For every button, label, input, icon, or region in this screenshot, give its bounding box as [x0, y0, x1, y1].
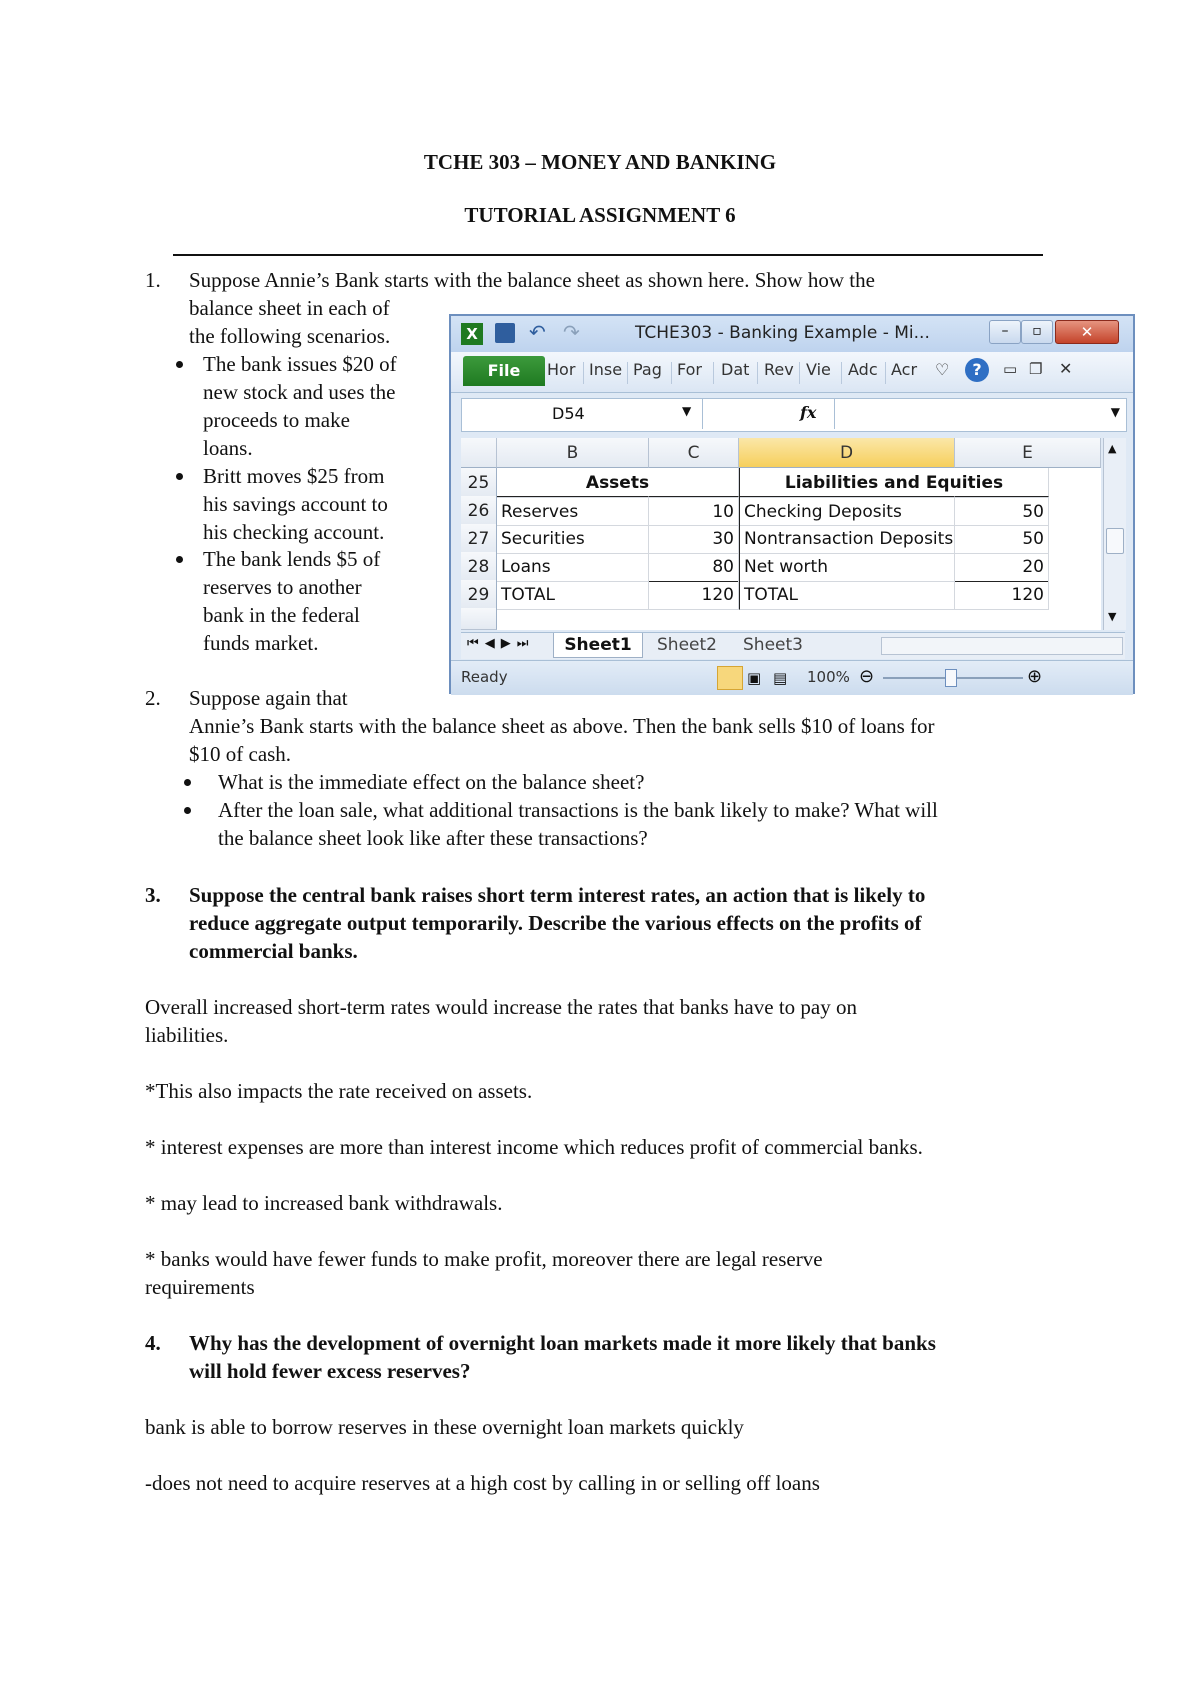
q1-bullet1-l3: proceeds to make: [203, 408, 350, 432]
help-icon[interactable]: ?: [965, 358, 989, 382]
q4-line1: Why has the development of overnight loan markets made it more likely that banks: [189, 1331, 936, 1355]
q3-answer1-l1: Overall increased short-term rates would increase the rates that banks have to pay on: [145, 995, 857, 1019]
status-text: Ready: [461, 668, 508, 686]
page-break-icon[interactable]: ▤: [773, 669, 788, 687]
cell-b28[interactable]: Loans: [497, 552, 649, 582]
bullet-icon: [176, 556, 183, 563]
zoom-in-icon[interactable]: ⊕: [1027, 666, 1043, 687]
q3-number: 3.: [145, 883, 161, 907]
q1-line2: balance sheet in each of: [189, 296, 390, 320]
q1-bullet1-l1: The bank issues $20 of: [203, 352, 397, 376]
cell-b27[interactable]: Securities: [497, 524, 649, 554]
cell-d27[interactable]: Nontransaction Deposits: [739, 524, 955, 554]
tab-sheet2[interactable]: Sheet2: [657, 635, 717, 655]
q1-bullet3-l3: bank in the federal: [203, 603, 360, 627]
q3-answer5-l2: requirements: [145, 1275, 255, 1299]
ribbon-bar: [451, 352, 1133, 393]
cell-c26[interactable]: 10: [649, 496, 739, 526]
q2-line3: $10 of cash.: [189, 742, 292, 766]
minimize-icon[interactable]: –: [989, 320, 1021, 344]
function-icon[interactable]: fx: [800, 403, 817, 422]
q3-answer1-l2: liabilities.: [145, 1023, 229, 1047]
tab-review[interactable]: Rev: [764, 360, 794, 379]
row-header[interactable]: 28: [461, 552, 497, 582]
q1-bullet3-l4: funds market.: [203, 631, 319, 655]
q3-answer4: * may lead to increased bank withdrawals.: [145, 1191, 503, 1215]
cell-d29[interactable]: TOTAL: [739, 580, 955, 610]
tab-data[interactable]: Dat: [721, 360, 750, 379]
q4-line2: will hold fewer excess reserves?: [189, 1359, 471, 1383]
excel-logo-icon: X: [461, 323, 483, 345]
q1-bullet3-l2: reserves to another: [203, 575, 362, 599]
cell-c27[interactable]: 30: [649, 524, 739, 554]
window-title: TCHE303 - Banking Example - Mi...: [635, 323, 930, 343]
restore-icon[interactable]: ❐: [1029, 360, 1043, 378]
cell-assets-header[interactable]: Assets: [497, 468, 739, 498]
row-header[interactable]: 29: [461, 580, 497, 610]
q3-answer5-l1: * banks would have fewer funds to make profit, moreover there are legal reserve: [145, 1247, 823, 1271]
tab-page-layout[interactable]: Pag: [633, 360, 662, 379]
zoom-level[interactable]: 100%: [807, 668, 850, 686]
cell-d28[interactable]: Net worth: [739, 552, 955, 582]
cell-e29[interactable]: 120: [955, 580, 1049, 610]
vertical-scrollbar[interactable]: [1103, 438, 1126, 630]
q1-bullet2-l3: his checking account.: [203, 520, 385, 544]
maximize-icon[interactable]: ▫: [1021, 320, 1053, 344]
horizontal-scrollbar[interactable]: [881, 637, 1123, 655]
tab-home[interactable]: Hor: [547, 360, 576, 379]
cell-c29[interactable]: 120: [649, 580, 739, 610]
q2-line1: Suppose again that: [189, 686, 348, 710]
undo-icon[interactable]: ↶: [529, 320, 546, 344]
scroll-up-icon[interactable]: ▲: [1108, 442, 1117, 455]
row-header[interactable]: 27: [461, 524, 497, 554]
q4-answer2: -does not need to acquire reserves at a high cost by calling in or selling off loans: [145, 1471, 820, 1495]
column-header-b[interactable]: B: [497, 438, 649, 468]
q3-line3: commercial banks.: [189, 939, 358, 963]
bullet-icon: [184, 779, 191, 786]
tab-formulas[interactable]: For: [677, 360, 702, 379]
cell-e26[interactable]: 50: [955, 496, 1049, 526]
redo-icon[interactable]: ↷: [563, 320, 580, 344]
formula-bar: [461, 398, 1127, 432]
row-header[interactable]: [461, 608, 497, 630]
bullet-icon: [184, 807, 191, 814]
q3-answer2: *This also impacts the rate received on assets.: [145, 1079, 533, 1103]
cell-b29[interactable]: TOTAL: [497, 580, 649, 610]
select-all-corner[interactable]: [461, 438, 497, 468]
q4-number: 4.: [145, 1331, 161, 1355]
close-icon[interactable]: ✕: [1055, 320, 1119, 344]
q1-bullet1-l4: loans.: [203, 436, 253, 460]
q1-bullet1-l2: new stock and uses the: [203, 380, 396, 404]
column-header-d[interactable]: D: [739, 438, 955, 468]
tab-sheet3[interactable]: Sheet3: [743, 635, 803, 655]
save-icon[interactable]: [495, 323, 515, 343]
scroll-down-icon[interactable]: ▼: [1108, 610, 1117, 623]
scroll-thumb[interactable]: [1106, 528, 1124, 554]
row-header[interactable]: 25: [461, 468, 497, 498]
bullet-icon: [176, 361, 183, 368]
cell-b26[interactable]: Reserves: [497, 496, 649, 526]
cell-e27[interactable]: 50: [955, 524, 1049, 554]
tab-view[interactable]: Vie: [806, 360, 831, 379]
tab-acrobat[interactable]: Acr: [891, 360, 918, 379]
tab-insert[interactable]: Inse: [589, 360, 623, 379]
course-title: TCHE 303 – MONEY AND BANKING: [423, 150, 777, 174]
excel-titlebar: [451, 316, 1133, 352]
normal-view-icon[interactable]: [717, 666, 743, 690]
q3-line2: reduce aggregate output temporarily. Describe the various effects on the profits of: [189, 911, 922, 935]
file-tab[interactable]: File: [463, 356, 545, 386]
cell-c28[interactable]: 80: [649, 552, 739, 582]
zoom-out-icon[interactable]: ⊖: [859, 666, 875, 687]
zoom-slider-thumb[interactable]: [945, 669, 957, 687]
tab-sheet1[interactable]: Sheet1: [553, 633, 643, 658]
assignment-title: TUTORIAL ASSIGNMENT 6: [464, 203, 736, 227]
q2-bullet1: What is the immediate effect on the balance sheet?: [218, 770, 645, 794]
name-box[interactable]: [462, 399, 703, 429]
sheet-tabs-bar: [461, 632, 1125, 659]
q3-answer3: * interest expenses are more than interest income which reduces profit of commercial banks.: [145, 1135, 923, 1159]
minimize-ribbon-icon[interactable]: ▭: [1003, 360, 1018, 378]
q1-line1: Suppose Annie’s Bank starts with the balance sheet as shown here. Show how the: [189, 268, 875, 292]
excel-window: [449, 314, 1135, 694]
q1-bullet3-l1: The bank lends $5 of: [203, 547, 381, 571]
q2-line2: Annie’s Bank starts with the balance sheet as above. Then the bank sells $10 of loans for: [189, 714, 935, 738]
cell-d26[interactable]: Checking Deposits: [739, 496, 955, 526]
q2-bullet2-l1: After the loan sale, what additional transactions is the bank likely to make? What will: [218, 798, 938, 822]
ribbon-collapse-icon[interactable]: ♡: [935, 360, 950, 379]
cell-liabilities-header[interactable]: Liabilities and Equities: [739, 468, 1049, 498]
page-layout-icon[interactable]: ▣: [747, 669, 762, 687]
q1-bullet2-l2: his savings account to: [203, 492, 388, 516]
column-header-c[interactable]: C: [649, 438, 739, 468]
title-divider: [173, 254, 1043, 256]
tab-addins[interactable]: Adc: [848, 360, 878, 379]
column-header-e[interactable]: E: [955, 438, 1101, 468]
q4-answer1: bank is able to borrow reserves in these overnight loan markets quickly: [145, 1415, 744, 1439]
q1-line3: the following scenarios.: [189, 324, 391, 348]
spreadsheet-grid: [461, 438, 1101, 630]
cell-e28[interactable]: 20: [955, 552, 1049, 582]
row-header[interactable]: 26: [461, 496, 497, 526]
sheet-nav-icon[interactable]: ⏮◀▶⏭: [467, 636, 535, 651]
q1-number: 1.: [145, 268, 161, 292]
close-workbook-icon[interactable]: ✕: [1059, 359, 1073, 378]
name-box-value: D54: [552, 404, 585, 423]
q2-number: 2.: [145, 686, 161, 710]
status-bar: [451, 660, 1133, 695]
q2-bullet2-l2: the balance sheet look like after these transactions?: [218, 826, 648, 850]
chevron-down-icon[interactable]: ▼: [682, 404, 692, 418]
q3-line1: Suppose the central bank raises short term interest rates, an action that is likely to: [189, 883, 926, 907]
expand-formula-icon[interactable]: ▼: [1110, 405, 1120, 419]
bullet-icon: [176, 473, 183, 480]
q1-bullet2-l1: Britt moves $25 from: [203, 464, 385, 488]
